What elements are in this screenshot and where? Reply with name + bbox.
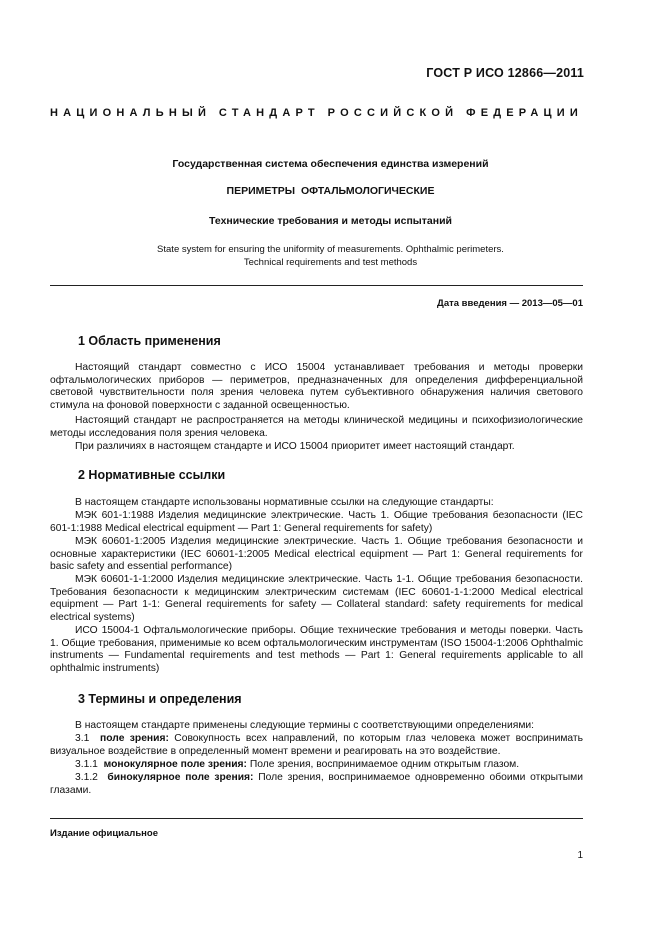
official-edition-label: Издание официальное [50, 828, 158, 839]
standard-word: СТАНДАРТ [218, 107, 320, 119]
introduction-date: Дата введения — 2013—05—01 [437, 298, 583, 309]
section-3-heading: 3 Термины и определения [78, 692, 242, 706]
separator-rule [50, 285, 583, 286]
term-text: Поле зрения, воспринимаемое одним открытым глазом. [249, 759, 520, 770]
footer-rule [50, 818, 583, 819]
section-2-heading: 2 Нормативные ссылки [78, 468, 226, 482]
document-code: ГОСТ Р ИСО 12866—2011 [426, 66, 584, 80]
term-name: монокулярное поле зрения: [103, 759, 247, 770]
term-name: бинокулярное поле зрения: [107, 772, 254, 783]
reference-item: МЭК 60601-1:2005 Изделия медицинские электрические. Часть 1. Общие требования безопасности и основные характеристики (IEC 60601-1:2005 Medical electrical equipment — Part 1: General requirements for basic safety and essential performance) [50, 536, 583, 573]
term-number: 3.1 [75, 733, 90, 744]
english-title-line1: State system for ensuring the uniformity of measurements. Ophthalmic perimeters. [157, 244, 504, 255]
term-name: поле зрения: [100, 733, 169, 744]
section-1-heading: 1 Область применения [78, 334, 221, 348]
page-number: 1 [577, 850, 583, 861]
english-title-line2: Technical requirements and test methods [243, 257, 418, 268]
section-1-paragraph-3: При различиях в настоящем стандарте и ИСО 15004 приоритет имеет настоящий стандарт. [75, 441, 515, 452]
reference-item: ИСО 15004-1 Офтальмологические приборы. Общие технические требования и методы поверки. Часть 1. Общие требования, применимые ко всем офтальмологическим инструментам (ISO 15004-1:2006 Ophthalmic instruments — Fundamental requirements and test methods — Part 1: General requirements applicable to all ophthalmic instruments) [50, 625, 583, 674]
federation-word: ФЕДЕРАЦИИ [466, 107, 583, 119]
term-definition [50, 759, 583, 772]
term-text: Совокупность всех направлений, по которым глаз человека может воспринимать визуальное воздействие в определенный момент времени и реагировать на это воздействие. [50, 733, 583, 757]
document-title: ПЕРИМЕТРЫ ОФТАЛЬМОЛОГИЧЕСКИЕ [226, 185, 435, 197]
section-1-paragraph-1: Настоящий стандарт совместно с ИСО 15004 устанавливает требования и методы проверки офтальмологических приборов — периметров, предназначенных для определения дифференциальной световой чувствительности поля зрения человека путем субъективного обнаружения наличия светового стимула на фоновой поверхности с заданной освещенностью. [50, 362, 583, 411]
references-intro: В настоящем стандарте использованы нормативные ссылки на следующие стандарты: [75, 497, 494, 508]
term-text: Поле зрения, воспринимаемое одновременно обоими открытыми глазами. [50, 772, 583, 796]
russian-word: РОССИЙСКОЙ [327, 107, 459, 119]
term-number: 3.1.2 [75, 772, 98, 783]
reference-item: МЭК 601-1:1988 Изделия медицинские электрические. Часть 1. Общие требования безопасности (IEC 601-1:1988 Medical electrical equipment — Part 1: General requirements for safety) [50, 510, 583, 534]
national-word: НАЦИОНАЛЬНЫЙ [50, 107, 212, 119]
terms-intro: В настоящем стандарте применены следующие термины с соответствующими определениями: [75, 720, 535, 731]
system-line: Государственная система обеспечения единства измерений [172, 158, 489, 170]
national-standard-title [50, 107, 583, 119]
reference-item: МЭК 60601-1-1:2000 Изделия медицинские электрические. Часть 1-1. Общие требования безопасности. Требования безопасности к медицинским электрическим системам (IEC 60601-1-1:2000 Medical electrical equipment — Part 1-1: General requirements for safety — Collateral standard: safety requirements for medical electrical systems) [50, 574, 583, 623]
document-subtitle: Технические требования и методы испытаний [209, 215, 452, 227]
term-definition [50, 733, 583, 758]
section-1-paragraph-2: Настоящий стандарт не распространяется на методы клинической медицины и психофизиологические методы исследования поля зрения человека. [50, 415, 583, 439]
term-number: 3.1.1 [75, 759, 98, 770]
term-definition [50, 772, 583, 797]
